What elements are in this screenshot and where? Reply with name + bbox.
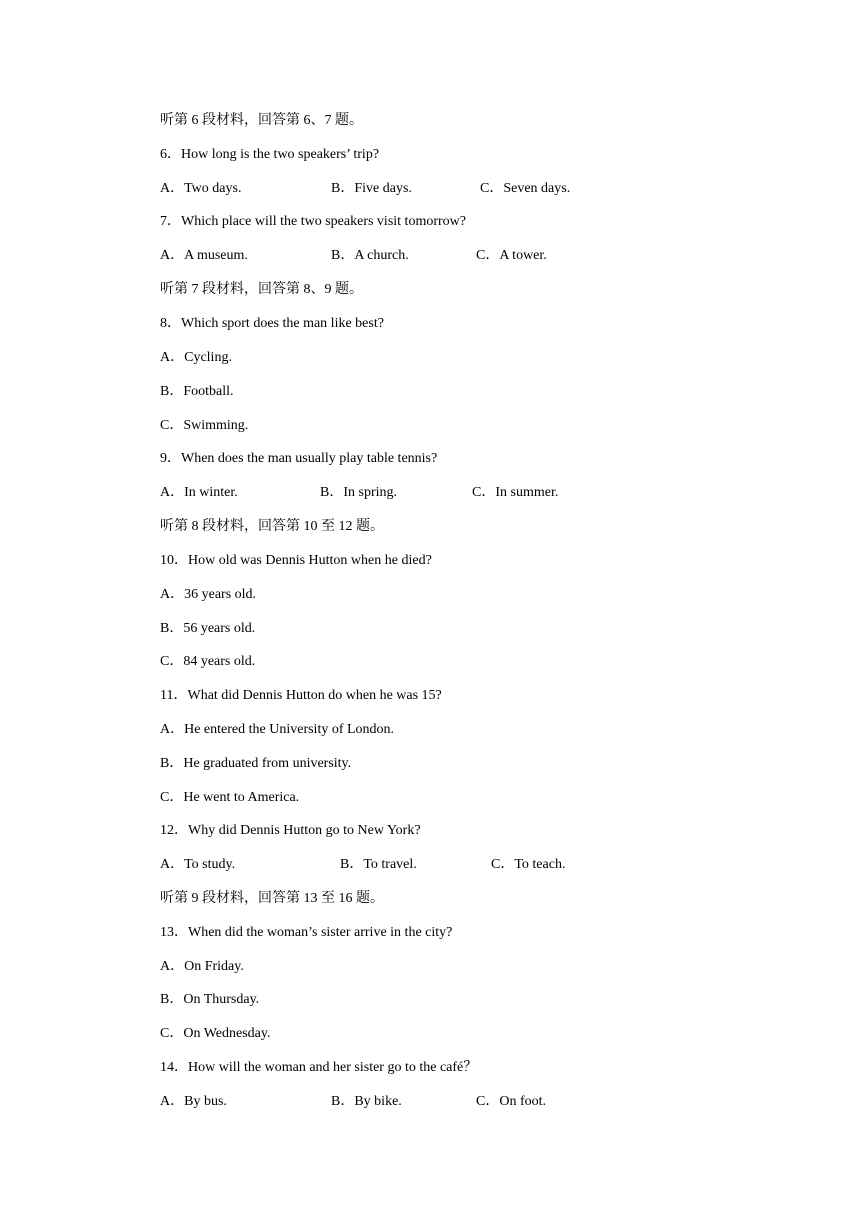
question-10: 10．How old was Dennis Hutton when he died? xyxy=(160,553,432,568)
option-a: A．He entered the University of London. xyxy=(160,722,395,737)
options-row-14 xyxy=(160,1092,780,1112)
option-a: A．To study. xyxy=(160,857,236,872)
option-c: C．He went to America. xyxy=(160,790,300,805)
options-row-12 xyxy=(160,855,780,875)
option-b: B．Five days. xyxy=(331,181,412,196)
option-b: B．To travel. xyxy=(340,857,417,872)
option-b: B．Football. xyxy=(160,384,234,399)
question-9: 9．When does the man usually play table tennis? xyxy=(160,451,438,466)
option-b: B．On Thursday. xyxy=(160,992,260,1007)
option-c: C．In summer. xyxy=(472,485,559,500)
option-a: A．Two days. xyxy=(160,181,242,196)
options-row-6 xyxy=(160,179,780,199)
question-11: 11．What did Dennis Hutton do when he was 15? xyxy=(160,688,442,703)
option-b: B．In spring. xyxy=(320,485,397,500)
option-a: A．36 years old. xyxy=(160,587,257,602)
option-a: A．Cycling. xyxy=(160,350,232,365)
section-heading: 听第 7 段材料，回答第 8、9 题。 xyxy=(160,282,363,297)
option-a: A．On Friday. xyxy=(160,959,244,974)
question-8: 8．Which sport does the man like best? xyxy=(160,316,384,331)
question-13: 13．When did the woman’s sister arrive in the city? xyxy=(160,925,453,940)
section-heading: 听第 9 段材料，回答第 13 至 16 题。 xyxy=(160,891,384,906)
option-b: B．56 years old. xyxy=(160,621,256,636)
question-6: 6．How long is the two speakers’ trip? xyxy=(160,147,380,162)
option-a: A．A museum. xyxy=(160,248,248,263)
section-heading: 听第 8 段材料，回答第 10 至 12 题。 xyxy=(160,519,384,534)
question-7: 7．Which place will the two speakers visit tomorrow? xyxy=(160,214,466,229)
option-c: C．On foot. xyxy=(476,1094,546,1109)
options-row-9 xyxy=(160,483,780,503)
option-c: C．On Wednesday. xyxy=(160,1026,271,1041)
options-row-7 xyxy=(160,246,780,266)
option-c: C．A tower. xyxy=(476,248,547,263)
question-14: 14．How will the woman and her sister go to the café？ xyxy=(160,1060,478,1075)
option-c: C．To teach. xyxy=(491,857,566,872)
option-a: A．In winter. xyxy=(160,485,238,500)
section-heading: 听第 6 段材料，回答第 6、7 题。 xyxy=(160,113,363,128)
option-b: B．A church. xyxy=(331,248,409,263)
option-b: B．By bike. xyxy=(331,1094,402,1109)
option-a: A．By bus. xyxy=(160,1094,227,1109)
option-c: C．Swimming. xyxy=(160,418,249,433)
question-12: 12．Why did Dennis Hutton go to New York? xyxy=(160,823,421,838)
option-c: C．Seven days. xyxy=(480,181,571,196)
option-c: C．84 years old. xyxy=(160,654,256,669)
option-b: B．He graduated from university. xyxy=(160,756,352,771)
